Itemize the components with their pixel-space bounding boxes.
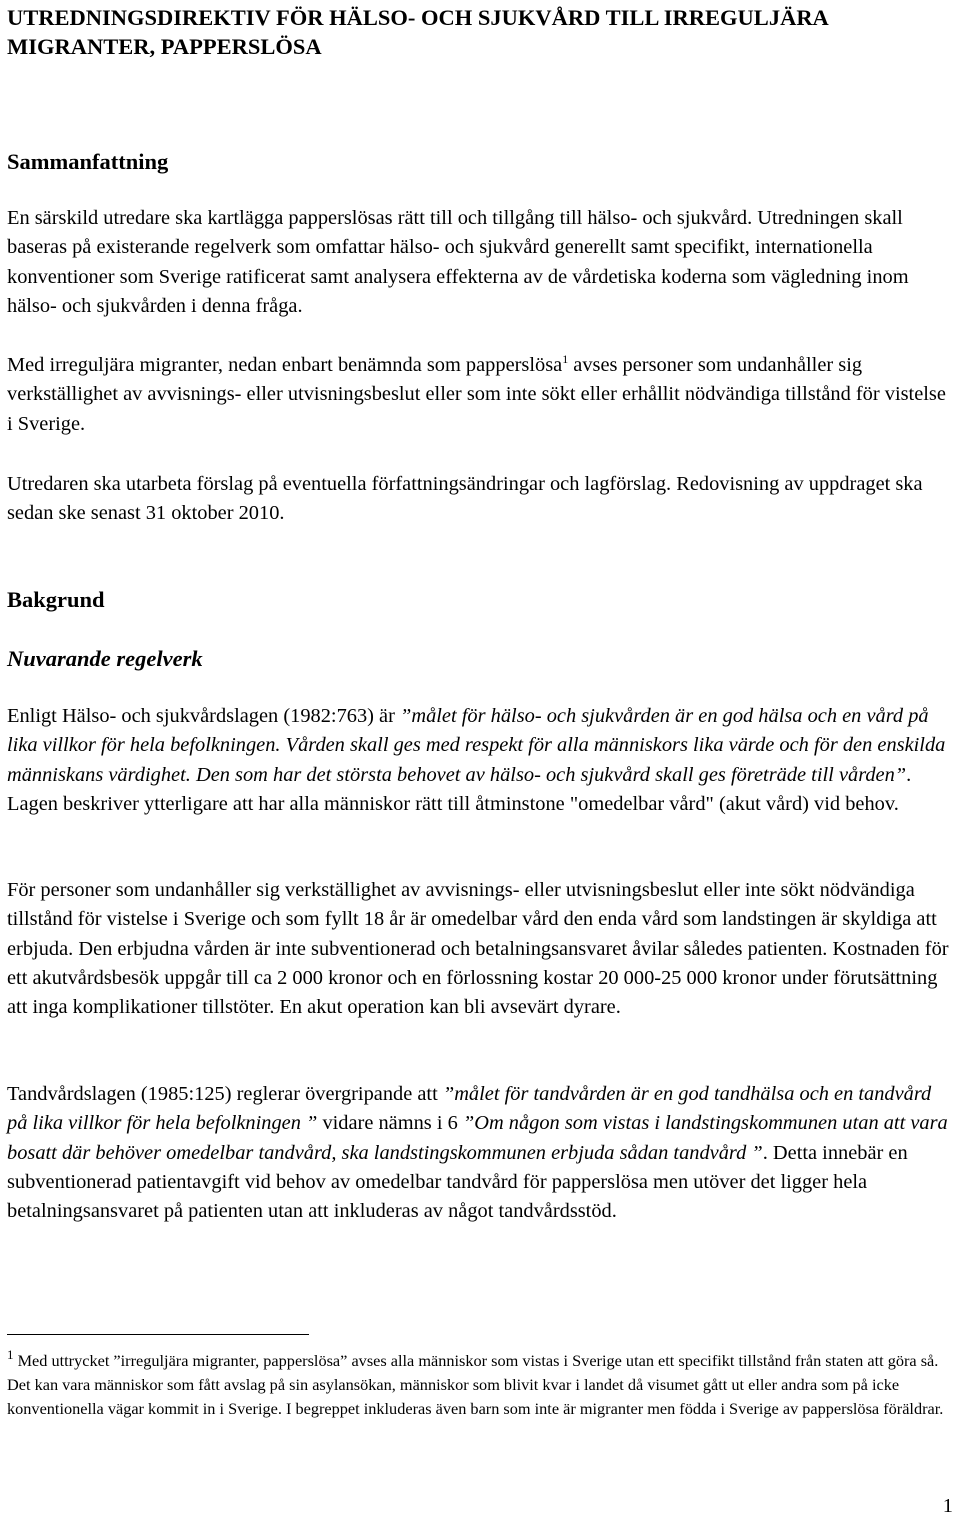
document-title: UTREDNINGSDIREKTIV FÖR HÄLSO- OCH SJUKVÅRD TILL IRREGULJÄRA MIGRANTER, PAPPERSLÖSA — [7, 5, 828, 59]
summary-paragraph-3: Utredaren ska utarbeta förslag på eventuella författningsändringar och lagförslag. Redovisning av uppdraget ska sedan ske senast 31 oktober 2010. — [7, 473, 923, 525]
dental-law-text-a: Tandvårdslagen (1985:125) reglerar övergripande att — [7, 1083, 443, 1105]
health-law-text-b: . Lagen beskriver ytterligare att har alla människor rätt till åtminstone "omedelbar vård" (akut vård) vid behov. — [7, 763, 912, 815]
dental-law-quote-2: ”Om någon som vistas i landstingskommunen utan att vara bosatt där behöver omedelbar tandvård, ska landstingskommunen erbjuda sådan tandvård ” — [7, 1112, 948, 1164]
footnote-number: 1 — [7, 1347, 14, 1362]
summary-paragraph-2 — [7, 351, 953, 439]
background-heading: Bakgrund — [7, 587, 105, 612]
summary-heading: Sammanfattning — [7, 149, 169, 174]
page-number: 1 — [942, 1495, 953, 1517]
summary-paragraph-1: En särskild utredare ska kartlägga papperslösas rätt till och tillgång till hälso- och sjukvård. Utredningen skall baseras på existerande regelverk som omfattar hälso- och sjukvård generellt samt specifikt, internationella konventioner som Sverige ratificerat samt analysera effekterna av de vårdetiska koderna som vägledning inom hälso- och sjukvården i denna fråga. — [7, 207, 909, 317]
health-law-quote: ”målet för hälso- och sjukvården är en god hälsa och en vård på lika villkor för hela befolkningen. Vården skall ges med respekt för alla människors lika värde och för den enskilda människans värdighet. Den som har det största behovet av hälso- och sjukvård skall ges företräde till vården” — [7, 705, 946, 786]
paragraph-emergency-care: För personer som undanhåller sig verkställighet av avvisnings- eller utvisningsbeslut eller inte sökt nödvändiga tillstånd för vistelse i Sverige och som fyllt 18 år är omedelbar vård den enda vård som landstingen är skyldiga att erbjuda. Den erbjudna vården är inte subventionerad och betalningsansvaret åvilar således patienten. Kostnaden för ett akutvårdsbesök uppgår till ca 2 000 kronor och en förlossning kostar 20 000-25 000 kronor under förutsättning att inga komplikationer tillstöter. En akut operation kan bli avsevärt dyrare. — [7, 879, 949, 1019]
paragraph-health-law — [7, 702, 953, 819]
current-rules-heading: Nuvarande regelverk — [7, 646, 203, 671]
footnote-divider — [7, 1334, 309, 1335]
dental-law-text-b: vidare nämns i 6 — [317, 1112, 463, 1135]
footnote-reference[interactable]: 1 — [562, 352, 569, 366]
summary-p2-text-b: avses personer som undanhåller sig verkställighet av avvisnings- eller utvisningsbeslut eller som inte sökt eller erhållit nödvändiga tillstånd för vistelse i Sverige. — [7, 354, 946, 435]
footnote-text: Med uttrycket ”irreguljära migranter, papperslösa” avses alla människor som vistas i Sverige utan ett specifikt tillstånd från staten att göra så. Det kan vara människor som fått avslag på sin asylansökan, människor som blivit kvar i landet då visumet gått ut eller andra som på icke konventionella vägar kommit in i Sverige. I begreppet inkluderas även barn som inte är migranter men födda i Sverige av papperslösa föräldrar. — [7, 1351, 944, 1419]
dental-law-text-c: . Detta innebär en subventionerad patientavgift vid behov av omedelbar tandvård för papperslösa men utöver det ligger hela betalningsansvaret på patienten utan att inkluderas av något tandvårdsstöd. — [7, 1141, 908, 1223]
summary-p2-text-a: Med irreguljära migranter, nedan enbart benämnda som papperslösa — [7, 354, 563, 376]
footnote — [7, 1349, 957, 1422]
health-law-text-a: Enligt Hälso- och sjukvårdslagen (1982:763) är — [7, 705, 400, 727]
paragraph-dental-law — [7, 1080, 953, 1226]
dental-law-quote-1: ”målet för tandvården är en god tandhälsa och en tandvård på lika villkor för hela befolkningen ” — [7, 1083, 932, 1135]
